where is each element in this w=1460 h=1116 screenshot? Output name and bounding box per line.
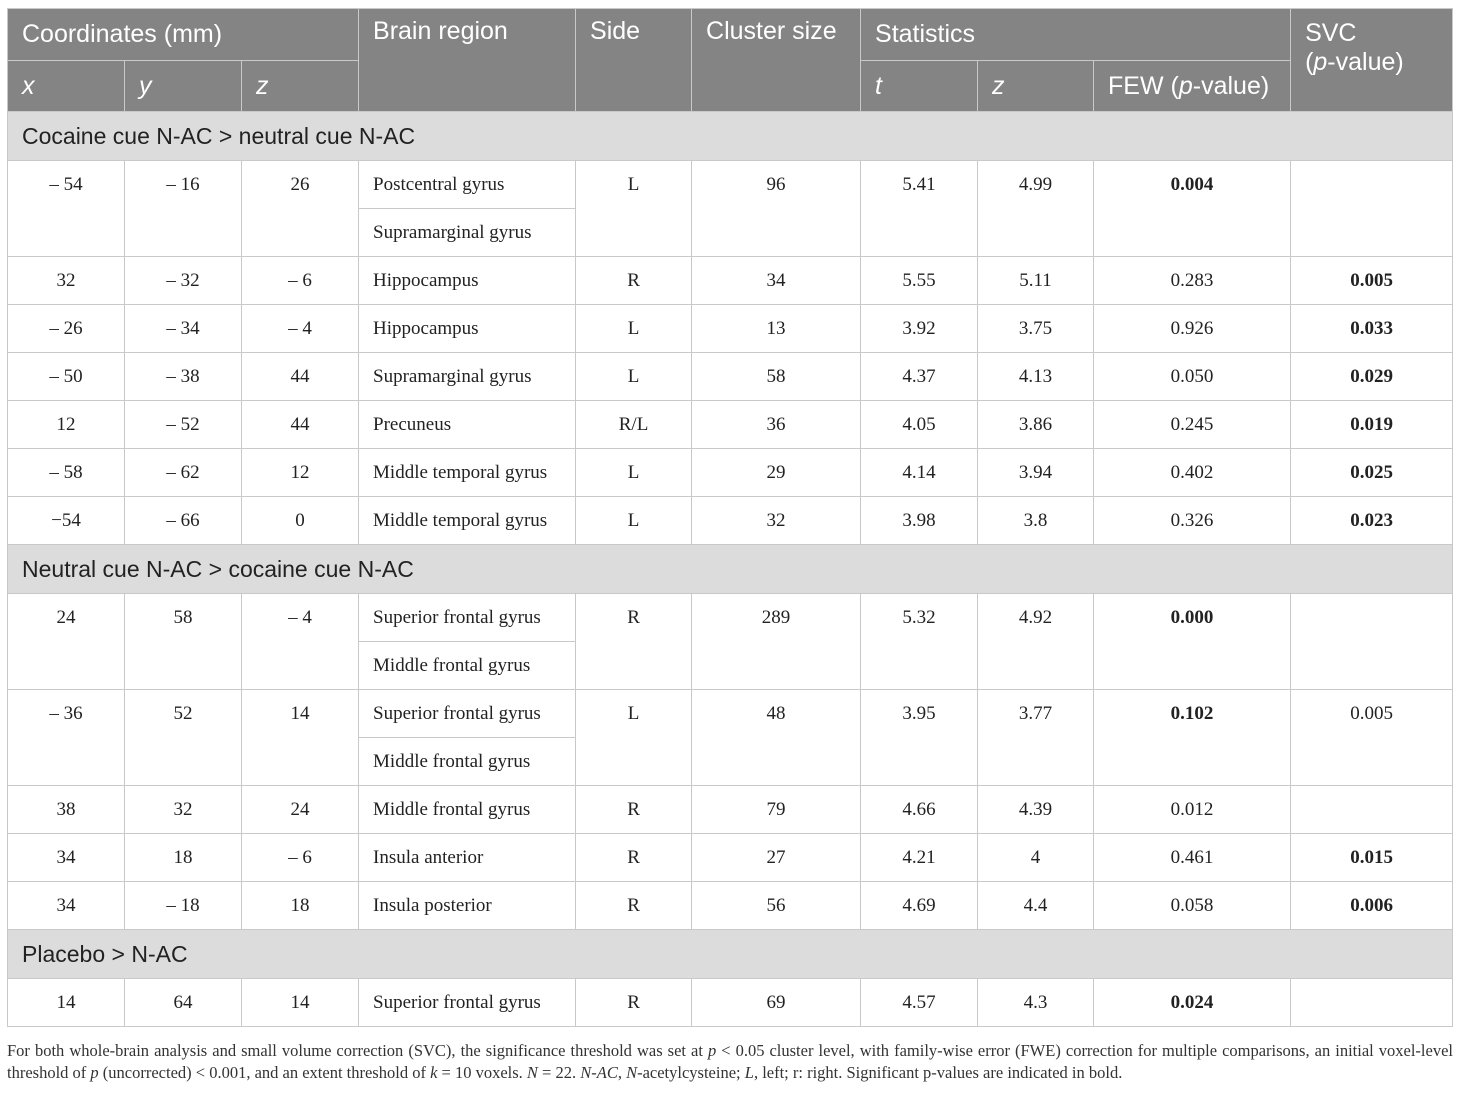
section-header-row [8,112,1453,161]
cell-svc: 0.005 [1291,257,1453,305]
cell-x: 14 [8,979,125,1027]
cell-t: 3.98 [861,497,978,545]
table-row [8,690,1453,738]
cell-y: – 38 [125,353,242,401]
cell-brain-region: Postcentral gyrus [359,161,576,209]
cell-cluster-size: 96 [692,161,861,257]
cell-cluster-size: 56 [692,882,861,930]
cell-y: – 62 [125,449,242,497]
table-row [8,449,1453,497]
cell-svc [1291,161,1453,257]
cell-z-stat: 3.8 [978,497,1094,545]
table-row [8,257,1453,305]
results-table [7,8,1453,1027]
cell-few: 0.102 [1094,690,1291,786]
cell-svc [1291,594,1453,690]
cell-t: 3.95 [861,690,978,786]
cell-few: 0.926 [1094,305,1291,353]
cell-z: – 6 [242,834,359,882]
cell-svc: 0.033 [1291,305,1453,353]
cell-svc: 0.023 [1291,497,1453,545]
cell-few: 0.461 [1094,834,1291,882]
table-row [8,834,1453,882]
cell-z: 14 [242,979,359,1027]
cell-brain-region: Supramarginal gyrus [359,353,576,401]
cell-side: L [576,161,692,257]
cell-side: R [576,979,692,1027]
cell-x: – 54 [8,161,125,257]
cell-few: 0.326 [1094,497,1291,545]
cell-x: 24 [8,594,125,690]
cell-x: – 26 [8,305,125,353]
cell-y: 18 [125,834,242,882]
header-t: t [861,61,978,112]
cell-x: – 50 [8,353,125,401]
cell-cluster-size: 13 [692,305,861,353]
cell-z: – 4 [242,594,359,690]
cell-z-stat: 4 [978,834,1094,882]
cell-t: 4.21 [861,834,978,882]
cell-brain-region: Supramarginal gyrus [359,209,576,257]
cell-z-stat: 4.92 [978,594,1094,690]
table-row [8,594,1453,642]
header-brain-region: Brain region [359,9,576,112]
cell-side: L [576,497,692,545]
cell-t: 5.32 [861,594,978,690]
header-coordinates: Coordinates (mm) [8,9,359,61]
cell-z: – 6 [242,257,359,305]
cell-z-stat: 3.75 [978,305,1094,353]
section-title: Placebo > N-AC [8,930,1453,979]
cell-brain-region: Superior frontal gyrus [359,690,576,738]
cell-brain-region: Middle frontal gyrus [359,738,576,786]
cell-few: 0.402 [1094,449,1291,497]
cell-z-stat: 4.39 [978,786,1094,834]
section-header-row [8,930,1453,979]
cell-y: 64 [125,979,242,1027]
cell-few: 0.012 [1094,786,1291,834]
cell-side: L [576,449,692,497]
header-svc-p: p [1313,48,1328,76]
section-header-row [8,545,1453,594]
cell-brain-region: Middle frontal gyrus [359,786,576,834]
cell-y: – 34 [125,305,242,353]
cell-x: 32 [8,257,125,305]
cell-few: 0.058 [1094,882,1291,930]
cell-y: – 52 [125,401,242,449]
cell-cluster-size: 36 [692,401,861,449]
header-svc: SVC (p-value) [1291,9,1453,112]
table-row [8,786,1453,834]
table-row [8,497,1453,545]
cell-z-stat: 3.86 [978,401,1094,449]
cell-z: – 4 [242,305,359,353]
cell-z-stat: 3.94 [978,449,1094,497]
cell-z: 12 [242,449,359,497]
cell-side: R [576,834,692,882]
cell-t: 4.14 [861,449,978,497]
cell-svc: 0.029 [1291,353,1453,401]
cell-svc: 0.015 [1291,834,1453,882]
cell-cluster-size: 79 [692,786,861,834]
cell-z: 44 [242,401,359,449]
table-footnote: For both whole-brain analysis and small volume correction (SVC), the significance threshold was set at p < 0.05 cluster level, with family-wise error (FWE) correction for multiple comparisons, an initial voxel-level threshold of p (uncorrected) < 0.001, and an extent threshold of k = 10 voxels. N = 22. N-AC, N-acetylcysteine; L, left; r: right. Significant p-values are indicated in bold. [7,1041,1453,1082]
cell-brain-region: Hippocampus [359,257,576,305]
cell-svc: 0.025 [1291,449,1453,497]
header-svc-line1: SVC [1305,19,1357,47]
cell-cluster-size: 34 [692,257,861,305]
cell-svc: 0.006 [1291,882,1453,930]
cell-cluster-size: 27 [692,834,861,882]
cell-side: R/L [576,401,692,449]
table-body [8,112,1453,1027]
cell-brain-region: Insula posterior [359,882,576,930]
cell-side: R [576,882,692,930]
cell-brain-region: Superior frontal gyrus [359,594,576,642]
table-row [8,161,1453,209]
cell-brain-region: Middle temporal gyrus [359,497,576,545]
cell-y: 58 [125,594,242,690]
cell-few: 0.000 [1094,594,1291,690]
cell-x: 34 [8,882,125,930]
cell-svc [1291,786,1453,834]
cell-side: R [576,594,692,690]
cell-x: −54 [8,497,125,545]
header-x: x [8,61,125,112]
cell-x: 12 [8,401,125,449]
cell-brain-region: Middle frontal gyrus [359,642,576,690]
cell-cluster-size: 48 [692,690,861,786]
cell-z-stat: 5.11 [978,257,1094,305]
cell-y: – 66 [125,497,242,545]
cell-few: 0.050 [1094,353,1291,401]
cell-z: 0 [242,497,359,545]
cell-svc: 0.019 [1291,401,1453,449]
section-title: Neutral cue N-AC > cocaine cue N-AC [8,545,1453,594]
cell-side: R [576,257,692,305]
cell-z-stat: 4.13 [978,353,1094,401]
header-side: Side [576,9,692,112]
cell-brain-region: Hippocampus [359,305,576,353]
cell-few: 0.245 [1094,401,1291,449]
cell-few: 0.024 [1094,979,1291,1027]
header-z-stat: z [978,61,1094,112]
cell-brain-region: Middle temporal gyrus [359,449,576,497]
cell-side: L [576,353,692,401]
cell-svc [1291,979,1453,1027]
table-header [8,9,1453,112]
cell-cluster-size: 289 [692,594,861,690]
cell-t: 4.66 [861,786,978,834]
cell-few: 0.004 [1094,161,1291,257]
cell-z-stat: 3.77 [978,690,1094,786]
cell-side: L [576,690,692,786]
cell-cluster-size: 32 [692,497,861,545]
cell-t: 4.37 [861,353,978,401]
cell-side: R [576,786,692,834]
cell-z: 14 [242,690,359,786]
cell-y: – 16 [125,161,242,257]
header-y: y [125,61,242,112]
section-title: Cocaine cue N-AC > neutral cue N-AC [8,112,1453,161]
cell-t: 4.69 [861,882,978,930]
cell-z: 26 [242,161,359,257]
cell-x: – 36 [8,690,125,786]
cell-t: 5.55 [861,257,978,305]
cell-t: 4.05 [861,401,978,449]
table-row [8,305,1453,353]
cell-y: 32 [125,786,242,834]
cell-brain-region: Insula anterior [359,834,576,882]
cell-x: 38 [8,786,125,834]
table-row [8,353,1453,401]
cell-z: 24 [242,786,359,834]
cell-z: 44 [242,353,359,401]
cell-y: 52 [125,690,242,786]
cell-cluster-size: 69 [692,979,861,1027]
cell-svc: 0.005 [1291,690,1453,786]
cell-z: 18 [242,882,359,930]
cell-side: L [576,305,692,353]
table-row [8,882,1453,930]
header-cluster-size: Cluster size [692,9,861,112]
cell-y: – 18 [125,882,242,930]
cell-y: – 32 [125,257,242,305]
header-z: z [242,61,359,112]
cell-brain-region: Superior frontal gyrus [359,979,576,1027]
results-table-container [7,8,1452,1027]
cell-z-stat: 4.99 [978,161,1094,257]
cell-t: 5.41 [861,161,978,257]
cell-z-stat: 4.4 [978,882,1094,930]
cell-brain-region: Precuneus [359,401,576,449]
table-row [8,401,1453,449]
cell-x: 34 [8,834,125,882]
cell-cluster-size: 29 [692,449,861,497]
cell-t: 4.57 [861,979,978,1027]
cell-z-stat: 4.3 [978,979,1094,1027]
cell-cluster-size: 58 [692,353,861,401]
header-statistics: Statistics [861,9,1291,61]
table-row [8,979,1453,1027]
cell-t: 3.92 [861,305,978,353]
header-few: FEW (p-value) [1094,61,1291,112]
cell-x: – 58 [8,449,125,497]
cell-few: 0.283 [1094,257,1291,305]
